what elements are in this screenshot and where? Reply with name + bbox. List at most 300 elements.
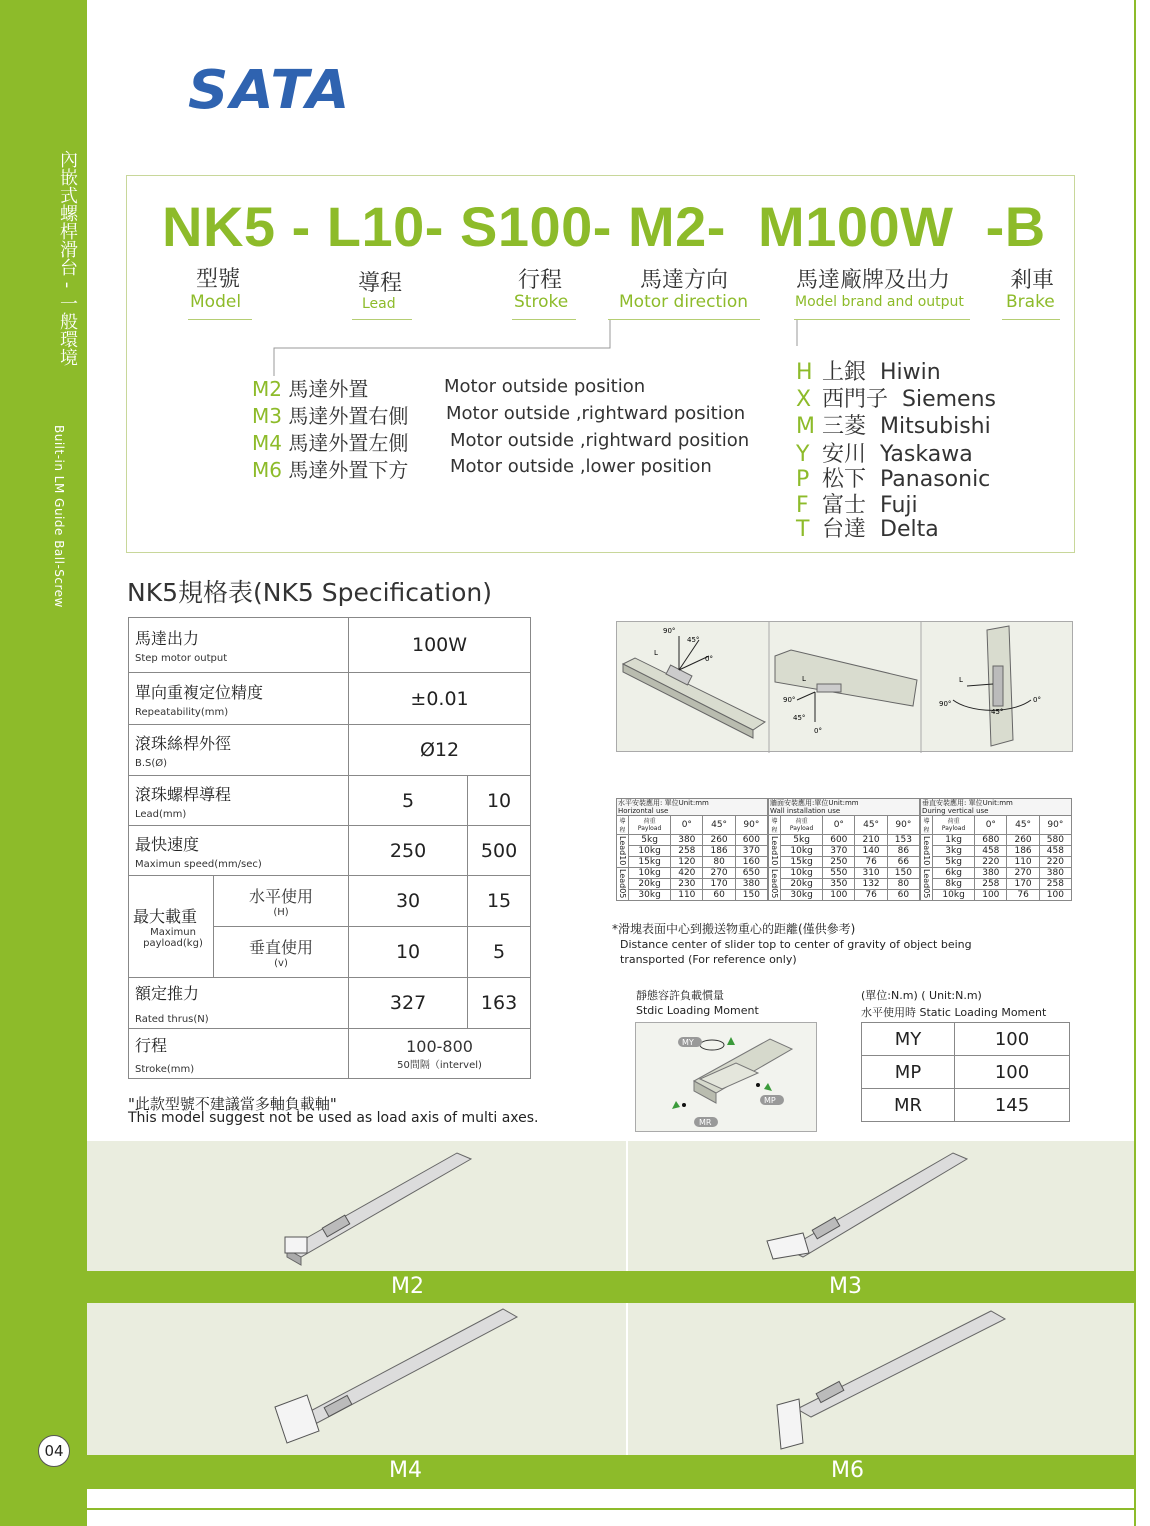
load-row [617,890,768,901]
cell: 680 [975,835,1007,846]
cell: 600 [823,835,855,846]
moment-table [861,1022,1070,1122]
cell: 30kg [629,890,671,901]
distance-note-zh: *滑塊表面中心到搬送物重心的距離(僅供參考) [612,922,856,936]
moment-value: 100 [955,1056,1070,1089]
cell: 10kg [781,868,823,879]
angle-label: 90° [783,696,796,704]
cell: 170 [703,879,735,890]
angle-label: 90° [663,627,676,635]
underline [188,319,252,320]
lead-label: Lead05 [770,869,779,899]
product-label-strip-top [87,1271,1134,1303]
cell: 370 [735,846,767,857]
load-row [769,846,920,857]
cell: 76 [855,857,887,868]
spec-label [129,725,349,776]
spec-table [128,617,531,1079]
length-label: L [654,649,658,657]
payload-en: Payload [941,825,966,832]
moment-key: MR [862,1089,955,1122]
cell: 20kg [629,879,671,890]
head-angle: 45° [1007,816,1039,835]
cell: 66 [887,857,919,868]
spec-value: 100W [349,618,531,673]
motor-option-m3 [252,400,408,429]
spec-value: 250 [349,826,468,876]
load-title [617,799,768,816]
cell: 150 [887,868,919,879]
connector-lines [260,318,820,378]
load-title-en: During vertical use [922,807,989,815]
spec-row [129,826,531,876]
load-tables-row [616,798,1072,901]
head-angle: 0° [671,816,703,835]
product-m3-illustration [767,1153,967,1259]
brand-mitsubishi [796,409,991,440]
spec-row [129,978,531,1029]
angle-label: 45° [687,636,700,644]
brand-en: Delta [880,517,939,542]
cell: 380 [735,879,767,890]
spec-label [129,618,349,673]
label-en: (H) [273,907,289,918]
cell: 380 [671,835,703,846]
lead-label: Lead05 [922,869,931,899]
wall-diagram [775,650,917,735]
cell: 15kg [781,857,823,868]
motor-option-m4 [252,427,408,456]
product-m4-illustration [275,1309,517,1443]
label-zh: 滾珠螺桿導程 [135,784,232,804]
stroke-range: 100-800 [406,1036,473,1056]
load-row [921,857,1072,868]
label-zh: 滾珠絲桿外徑 [135,734,232,753]
label-en: Rated thrus(N) [135,1014,209,1025]
payload-v-label [214,927,349,978]
option-zh: 馬達外置 [288,377,369,401]
moment-value: 145 [955,1089,1070,1122]
spec-value: ±0.01 [349,673,531,725]
cell: 310 [855,868,887,879]
model-code-title: NK5 - L10- S100- M2- M100W -B [162,195,1046,258]
angle-label: 90° [939,700,952,708]
cell: 350 [823,879,855,890]
spec-value [349,1029,531,1079]
head-payload [629,816,671,835]
products-bottom-svg [87,1303,1134,1455]
length-label: L [802,675,806,683]
load-row [921,835,1072,846]
label-en: (v) [274,958,288,969]
cell: 10kg [629,868,671,879]
product-images-top [87,1141,1134,1271]
load-row [769,857,920,868]
cell: 420 [671,868,703,879]
cell: 15kg [629,857,671,868]
load-title-en: Wall installation use [770,807,841,815]
head-lead: 導程 [921,816,933,835]
brand-zh: 三菱 [822,414,867,439]
distance-note [612,922,972,967]
cell: 6kg [933,868,975,879]
product-label-m6: M6 [831,1458,864,1483]
cell: 60 [887,890,919,901]
spec-title: NK5規格表(NK5 Specification) [127,578,492,607]
products-top-svg [87,1141,1134,1271]
cell: 260 [1007,835,1039,846]
cell: 580 [1039,835,1071,846]
spec-value: 30 [349,876,468,927]
payload-zh: 荷重 [795,818,808,825]
spec-label [129,978,349,1029]
spec-row [129,1029,531,1079]
label-zh: 最快速度 [135,834,200,854]
cell: 150 [735,890,767,901]
cell: 220 [975,857,1007,868]
vertical-diagram [939,626,1041,746]
brand-en: Hiwin [880,360,941,385]
lead-label: Lead05 [618,869,627,899]
head-lead: 導程 [769,816,781,835]
part-model-en: Model [190,292,242,312]
cell: 110 [671,890,703,901]
cell: 650 [735,868,767,879]
moment-label: MR [699,1118,712,1127]
spec-row [129,673,531,725]
cell: 270 [1007,868,1039,879]
spec-label [129,776,349,826]
load-row [769,835,920,846]
load-table-head [769,816,920,835]
moment-key: MP [862,1056,955,1089]
spec-value: 10 [468,776,531,826]
payload-zh: 荷重 [947,818,960,825]
option-code: M3 [252,404,282,428]
load-row [921,890,1072,901]
part-brake-en: Brake [1006,292,1055,312]
cell: 186 [1007,846,1039,857]
cell: 153 [887,835,919,846]
cell: 76 [855,890,887,901]
spec-row [129,618,531,673]
product-m6-illustration [777,1311,1005,1449]
brand-en: Siemens [902,387,996,412]
brand-code: P [796,467,810,492]
head-payload [933,816,975,835]
part-direction-en: Motor direction [619,292,749,312]
lead-label: Lead10 [618,836,627,866]
moment-title-zh: 靜態容許負載慣量 [636,989,724,1002]
label-zh: 垂直使用 [249,938,314,957]
frame-right [1134,0,1136,1526]
cell: 230 [671,879,703,890]
cell: 258 [975,879,1007,890]
load-title [769,799,920,816]
horizontal-diagram [623,627,765,738]
option-zh: 馬達外置右側 [288,404,409,428]
spec-value: 163 [468,978,531,1029]
brand-code: H [796,360,813,385]
head-angle: 45° [855,816,887,835]
load-table-horizontal [616,798,768,901]
spec-row [129,876,531,927]
option-en: Motor outside ,lower position [450,456,712,477]
load-row [617,879,768,890]
spec-row [129,725,531,776]
brand-code: T [796,517,810,542]
moment-row [862,1056,1070,1089]
cell: 1kg [933,835,975,846]
brand-code: M [796,414,815,439]
angle-label: 0° [1033,696,1041,704]
cell: 220 [1039,857,1071,868]
load-row [617,846,768,857]
cell: 160 [735,857,767,868]
cell: 10kg [629,846,671,857]
load-table-title [769,799,920,816]
brand-zh: 安川 [822,442,867,467]
brand-en: Panasonic [880,467,991,492]
product-label-m4: M4 [389,1458,422,1483]
part-lead-zh: 導程 [358,271,403,296]
load-title [921,799,1072,816]
spec-value: 327 [349,978,468,1029]
label-zh: 行程 [135,1035,168,1055]
part-brake-zh: 剎車 [1010,268,1055,293]
part-stroke-en: Stroke [514,292,569,312]
cell: 132 [855,879,887,890]
load-row [617,835,768,846]
payload-en: Payload [789,825,814,832]
head-angle: 90° [735,816,767,835]
cell: 30kg [781,890,823,901]
load-table-vertical [920,798,1072,901]
cell: 100 [1039,890,1071,901]
label-en: Maximun [150,927,196,938]
option-zh: 馬達外置左側 [288,431,409,455]
part-brand-en: Model brand and output [795,294,964,310]
spec-value: 10 [349,927,468,978]
head-angle: 90° [887,816,919,835]
brand-code: F [796,493,809,518]
head-lead: 導程 [617,816,629,835]
cell: 10kg [781,846,823,857]
cell: 270 [703,868,735,879]
option-code: M4 [252,431,282,455]
angle-label: 0° [814,727,822,735]
brand-code: Y [796,442,810,467]
cell: 5kg [933,857,975,868]
option-en: Motor outside ,rightward position [450,430,750,451]
brand-zh: 富士 [822,493,867,518]
motor-option-m6 [252,454,408,483]
option-en: Motor outside position [444,376,646,397]
cell: 600 [735,835,767,846]
label-en: B.S(Ø) [135,758,168,769]
sidebar-title-zh: 內嵌式螺桿滑台 - 一般環境 [57,150,78,366]
multi-axis-note-en: This model suggest not be used as load axis of multi axes. [128,1110,539,1126]
cell: 76 [1007,890,1039,901]
installation-diagram-svg [617,622,1074,753]
spec-value: Ø12 [349,725,531,776]
cell: 80 [703,857,735,868]
spec-label [129,876,214,978]
spec-label [129,1029,349,1079]
part-brand-zh: 馬達廠牌及出力 [796,268,951,293]
moment-diagram-svg [636,1023,818,1133]
motor-option-m2 [252,373,368,402]
multi-axis-note-zh: "此款型號不建議當多軸負載軸" [128,1095,337,1113]
option-zh: 馬達外置下方 [288,458,409,482]
cell: 10kg [933,890,975,901]
angle-label: 45° [793,714,806,722]
load-table-title [921,799,1072,816]
angle-label: 45° [991,708,1004,716]
load-title-zh: 牆面安裝應用:單位Unit:mm [770,799,859,807]
label-zh: 額定推力 [135,984,200,1003]
cell: 100 [975,890,1007,901]
moment-diagram [635,1022,817,1132]
frame-bottom [87,1508,1136,1510]
load-row [617,857,768,868]
payload-h-label [214,876,349,927]
installation-diagrams [616,621,1073,752]
angle-label: 0° [705,655,713,663]
brand-en: Fuji [880,493,918,518]
option-en: Motor outside ,rightward position [446,403,746,424]
payload-en: Payload [637,825,662,832]
cell: 458 [975,846,1007,857]
cell: 186 [703,846,735,857]
head-angle: 0° [823,816,855,835]
sidebar-title-en: Built-in LM Guide Ball-Screw [52,425,66,608]
load-row [769,890,920,901]
cell: 110 [1007,857,1039,868]
moment-row [862,1089,1070,1122]
label-en: Lead(mm) [135,808,187,820]
lead-label: Lead10 [922,836,931,866]
spec-row [129,776,531,826]
cell: 258 [671,846,703,857]
part-lead-en: Lead [362,296,396,312]
brand-en: Yaskawa [880,442,973,467]
brand-en: Mitsubishi [880,414,991,439]
cell: 170 [1007,879,1039,890]
moment-unit: (單位:N.m) ( Unit:N.m) [861,989,982,1002]
product-m2-illustration [285,1153,471,1265]
load-table-head [617,816,768,835]
moment-label: MY [682,1038,694,1047]
load-row [769,868,920,879]
label-zh: 馬達出力 [135,629,200,648]
load-title-en: Horizontal use [618,807,669,815]
product-label-m2: M2 [391,1274,424,1299]
cell: 550 [823,868,855,879]
load-row [617,868,768,879]
load-title-zh: 水平安裝應用: 單位Unit:mm [618,799,709,807]
product-label-m3: M3 [829,1274,862,1299]
cell: 86 [887,846,919,857]
load-row [921,868,1072,879]
moment-value: 100 [955,1023,1070,1056]
load-title-zh: 垂直安裝應用: 單位Unit:mm [922,799,1013,807]
moment-label: MP [764,1096,776,1105]
spec-value: 5 [468,927,531,978]
moment-row [862,1023,1070,1056]
product-label-strip-bottom [87,1455,1134,1489]
load-table-wall [768,798,920,901]
payload-zh: 荷重 [643,818,656,825]
cell: 3kg [933,846,975,857]
load-row [769,879,920,890]
cell: 8kg [933,879,975,890]
label-zh: 單向重複定位精度 [135,682,264,702]
spec-value: 15 [468,876,531,927]
label-en: Maximun speed(mm/sec) [135,858,262,870]
cell: 120 [671,857,703,868]
spec-label [129,673,349,725]
label-en: payload(kg) [143,938,203,949]
cell: 5kg [629,835,671,846]
moment-title-en: Stdic Loading Moment [636,1004,759,1017]
length-label: L [959,676,963,684]
label-en: Repeatability(mm) [135,706,229,718]
spec-value: 500 [468,826,531,876]
cell: 60 [703,890,735,901]
part-model-zh: 型號 [196,267,241,292]
cell: 20kg [781,879,823,890]
head-payload [781,816,823,835]
load-table-head [921,816,1072,835]
underline [1002,319,1060,320]
moment-key: MY [862,1023,955,1056]
cell: 258 [1039,879,1071,890]
head-angle: 0° [975,816,1007,835]
distance-note-en2: transported (For reference only) [620,953,797,966]
brand-code: X [796,387,812,412]
cell: 380 [975,868,1007,879]
cell: 210 [855,835,887,846]
lead-label: Lead10 [770,836,779,866]
cell: 458 [1039,846,1071,857]
part-stroke-zh: 行程 [518,268,563,293]
brand-zh: 上銀 [822,360,867,385]
brand-zh: 西門子 [822,387,889,412]
part-direction-zh: 馬達方向 [640,268,729,293]
brand-delta [796,512,939,543]
spec-label [129,826,349,876]
page-number: 04 [38,1435,70,1467]
cell: 380 [1039,868,1071,879]
cell: 260 [703,835,735,846]
moment-use: 水平使用時 Static Loading Moment [861,1006,1047,1019]
load-row [921,879,1072,890]
stroke-interval: 50間隔（intervel) [397,1059,482,1071]
option-code: M2 [252,377,282,401]
underline [794,319,970,320]
load-table-title [617,799,768,816]
cell: 100 [823,890,855,901]
label-zh: 最大載重 [133,907,198,926]
cell: 140 [855,846,887,857]
cell: 80 [887,879,919,890]
brand-zh: 松下 [822,467,867,492]
load-tables [616,798,1072,901]
cell: 370 [823,846,855,857]
product-images-bottom [87,1303,1134,1455]
spec-value: 5 [349,776,468,826]
